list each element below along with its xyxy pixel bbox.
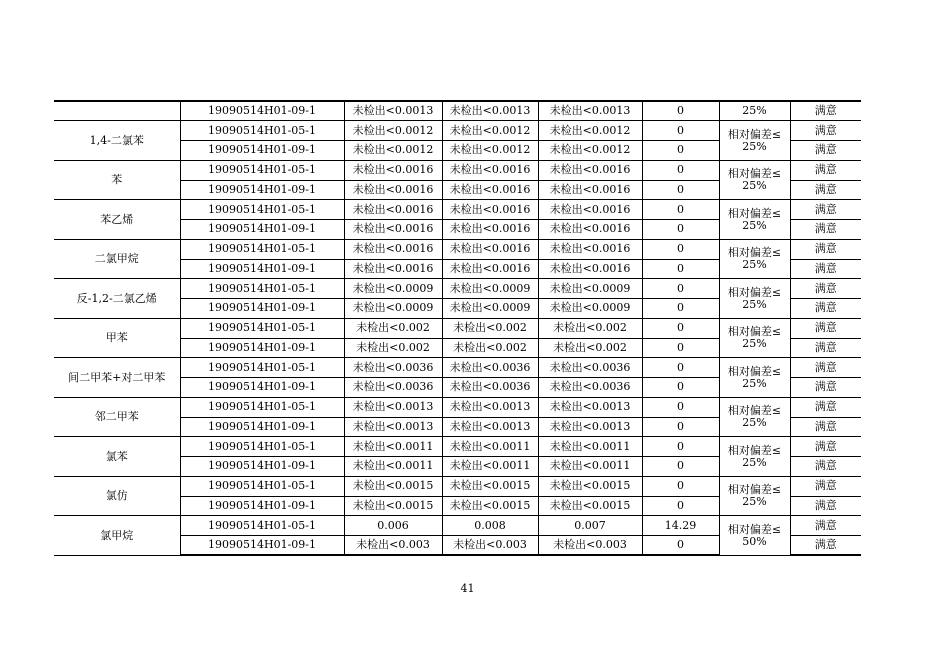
value-cell: 未检出<0.0016 (442, 239, 538, 259)
criterion-cell (719, 397, 790, 437)
results-table (54, 100, 861, 556)
result-cell: 满意 (790, 279, 861, 299)
relative-deviation-cell: 0 (642, 180, 719, 200)
table-row (54, 358, 861, 378)
criterion-label: 相对偏差≤ (727, 325, 782, 338)
result-cell: 满意 (790, 121, 861, 141)
compound-cell: 二氯甲烷 (54, 239, 180, 279)
value-cell: 未检出<0.0016 (344, 239, 442, 259)
relative-deviation-cell: 0 (642, 200, 719, 220)
value-cell: 未检出<0.0015 (442, 496, 538, 516)
sample-id-cell: 19090514H01-09-1 (180, 180, 344, 200)
compound-cell: 甲苯 (54, 318, 180, 358)
relative-deviation-cell: 0 (642, 101, 719, 121)
compound-cell: 氯仿 (54, 476, 180, 516)
value-cell: 未检出<0.002 (538, 338, 642, 358)
sample-id-cell: 19090514H01-09-1 (180, 417, 344, 437)
criterion-cell (719, 516, 790, 556)
value-cell: 未检出<0.0015 (538, 476, 642, 496)
relative-deviation-cell: 0 (642, 457, 719, 477)
result-cell: 满意 (790, 536, 861, 556)
result-cell: 满意 (790, 239, 861, 259)
sample-id-cell: 19090514H01-09-1 (180, 220, 344, 240)
value-cell: 未检出<0.0013 (442, 417, 538, 437)
value-cell: 未检出<0.0016 (442, 259, 538, 279)
value-cell: 未检出<0.0012 (442, 121, 538, 141)
result-cell: 满意 (790, 417, 861, 437)
criterion-label: 相对偏差≤ (727, 246, 782, 259)
relative-deviation-cell: 0 (642, 121, 719, 141)
relative-deviation-cell: 0 (642, 437, 719, 457)
table-row (54, 437, 861, 457)
value-cell: 未检出<0.0013 (538, 397, 642, 417)
value-cell: 未检出<0.0015 (538, 496, 642, 516)
result-cell: 满意 (790, 160, 861, 180)
value-cell: 未检出<0.0016 (442, 220, 538, 240)
value-cell: 未检出<0.0011 (538, 457, 642, 477)
table-row (54, 160, 861, 180)
criterion-threshold: 25% (742, 416, 767, 429)
table-row (54, 318, 861, 338)
criterion-label: 相对偏差≤ (727, 206, 782, 220)
sample-id-cell: 19090514H01-09-1 (180, 496, 344, 516)
value-cell: 未检出<0.0009 (538, 299, 642, 319)
criterion-threshold: 25% (742, 179, 767, 192)
value-cell: 未检出<0.0016 (538, 220, 642, 240)
result-cell: 满意 (790, 200, 861, 220)
value-cell: 未检出<0.002 (442, 338, 538, 358)
sample-id-cell: 19090514H01-05-1 (180, 279, 344, 299)
criterion-threshold: 25% (742, 258, 767, 271)
result-cell: 满意 (790, 299, 861, 319)
value-cell: 未检出<0.0013 (344, 397, 442, 417)
value-cell: 0.007 (538, 516, 642, 536)
value-cell: 未检出<0.0011 (442, 437, 538, 457)
criterion-label: 相对偏差≤ (727, 127, 782, 141)
value-cell: 未检出<0.0012 (344, 121, 442, 141)
table-row (54, 121, 861, 141)
result-cell: 满意 (790, 476, 861, 496)
relative-deviation-cell: 0 (642, 160, 719, 180)
value-cell: 0.008 (442, 516, 538, 536)
relative-deviation-cell: 0 (642, 338, 719, 358)
value-cell: 未检出<0.0015 (344, 476, 442, 496)
result-cell: 满意 (790, 457, 861, 477)
result-cell: 满意 (790, 220, 861, 240)
value-cell: 未检出<0.0012 (442, 141, 538, 161)
value-cell: 未检出<0.0036 (344, 358, 442, 378)
result-cell: 满意 (790, 259, 861, 279)
value-cell: 未检出<0.0016 (538, 239, 642, 259)
criterion-cell (719, 279, 790, 319)
value-cell: 未检出<0.0009 (344, 299, 442, 319)
value-cell: 未检出<0.0015 (344, 496, 442, 516)
sample-id-cell: 19090514H01-09-1 (180, 457, 344, 477)
value-cell: 未检出<0.0011 (538, 437, 642, 457)
criterion-cell: 25% (719, 101, 790, 121)
value-cell: 0.006 (344, 516, 442, 536)
value-cell: 未检出<0.0011 (344, 457, 442, 477)
value-cell: 未检出<0.0013 (538, 417, 642, 437)
criterion-label: 相对偏差≤ (727, 443, 782, 457)
value-cell: 未检出<0.0016 (344, 259, 442, 279)
value-cell: 未检出<0.0016 (344, 180, 442, 200)
sample-id-cell: 19090514H01-09-1 (180, 299, 344, 319)
sample-id-cell: 19090514H01-05-1 (180, 358, 344, 378)
criterion-threshold: 25% (742, 495, 767, 508)
value-cell: 未检出<0.0013 (442, 397, 538, 417)
criterion-threshold: 25% (742, 337, 767, 350)
criterion-threshold: 25% (742, 297, 767, 311)
criterion-label: 相对偏差≤ (727, 364, 782, 378)
sample-id-cell: 19090514H01-09-1 (180, 338, 344, 358)
value-cell: 未检出<0.003 (538, 536, 642, 556)
compound-cell: 苯乙烯 (54, 200, 180, 240)
value-cell: 未检出<0.0016 (442, 160, 538, 180)
compound-cell: 1,4-二氯苯 (54, 121, 180, 161)
criterion-label: 相对偏差≤ (727, 483, 782, 496)
criterion-cell (719, 437, 790, 477)
value-cell: 未检出<0.0036 (442, 358, 538, 378)
sample-id-cell: 19090514H01-05-1 (180, 160, 344, 180)
value-cell: 未检出<0.0036 (442, 378, 538, 398)
relative-deviation-cell: 14.29 (642, 516, 719, 536)
compound-cell: 反-1,2-二氯乙烯 (54, 279, 180, 319)
value-cell: 未检出<0.002 (442, 318, 538, 338)
result-cell: 满意 (790, 397, 861, 417)
value-cell: 未检出<0.0013 (344, 417, 442, 437)
sample-id-cell: 19090514H01-05-1 (180, 397, 344, 417)
relative-deviation-cell: 0 (642, 358, 719, 378)
criterion-cell (719, 358, 790, 398)
compound-cell: 氯甲烷 (54, 516, 180, 556)
value-cell: 未检出<0.0012 (344, 141, 442, 161)
value-cell: 未检出<0.0016 (538, 180, 642, 200)
sample-id-cell: 19090514H01-05-1 (180, 476, 344, 496)
table-row (54, 516, 861, 536)
compound-cell: 间二甲苯+对二甲苯 (54, 358, 180, 398)
result-cell: 满意 (790, 378, 861, 398)
value-cell: 未检出<0.0009 (344, 279, 442, 299)
value-cell: 未检出<0.0012 (538, 141, 642, 161)
criterion-cell (719, 476, 790, 516)
sample-id-cell: 19090514H01-09-1 (180, 141, 344, 161)
sample-id-cell: 19090514H01-05-1 (180, 121, 344, 141)
result-cell: 满意 (790, 358, 861, 378)
criterion-threshold: 25% (742, 455, 767, 469)
relative-deviation-cell: 0 (642, 496, 719, 516)
sample-id-cell: 19090514H01-05-1 (180, 516, 344, 536)
compound-cell: 邻二甲苯 (54, 397, 180, 437)
table-row (54, 476, 861, 496)
value-cell: 未检出<0.002 (538, 318, 642, 338)
value-cell: 未检出<0.002 (344, 338, 442, 358)
value-cell: 未检出<0.0016 (442, 200, 538, 220)
relative-deviation-cell: 0 (642, 279, 719, 299)
criterion-threshold: 50% (742, 534, 767, 548)
result-cell: 满意 (790, 141, 861, 161)
sample-id-cell: 19090514H01-09-1 (180, 536, 344, 556)
criterion-label: 相对偏差≤ (727, 167, 782, 180)
relative-deviation-cell: 0 (642, 220, 719, 240)
result-cell: 满意 (790, 516, 861, 536)
value-cell: 未检出<0.0009 (442, 279, 538, 299)
value-cell: 未检出<0.0036 (344, 378, 442, 398)
criterion-cell (719, 200, 790, 240)
value-cell: 未检出<0.0016 (442, 180, 538, 200)
relative-deviation-cell: 0 (642, 378, 719, 398)
result-cell: 满意 (790, 338, 861, 358)
relative-deviation-cell: 0 (642, 417, 719, 437)
criterion-cell (719, 121, 790, 161)
value-cell: 未检出<0.0036 (538, 358, 642, 378)
criterion-threshold: 25% (742, 376, 767, 390)
relative-deviation-cell: 0 (642, 476, 719, 496)
table-row (54, 200, 861, 220)
relative-deviation-cell: 0 (642, 259, 719, 279)
criterion-label: 相对偏差≤ (727, 285, 782, 299)
criterion-label: 相对偏差≤ (727, 522, 782, 536)
criterion-threshold: 25% (742, 139, 767, 153)
sample-id-cell: 19090514H01-09-1 (180, 259, 344, 279)
result-cell: 满意 (790, 496, 861, 516)
value-cell: 未检出<0.0009 (538, 279, 642, 299)
value-cell: 未检出<0.0013 (344, 101, 442, 121)
value-cell: 未检出<0.0013 (538, 101, 642, 121)
compound-cell: 氯苯 (54, 437, 180, 477)
compound-cell (54, 101, 180, 121)
sample-id-cell: 19090514H01-09-1 (180, 101, 344, 121)
value-cell: 未检出<0.003 (442, 536, 538, 556)
value-cell: 未检出<0.0015 (442, 476, 538, 496)
value-cell: 未检出<0.0009 (442, 299, 538, 319)
relative-deviation-cell: 0 (642, 397, 719, 417)
value-cell: 未检出<0.0016 (344, 160, 442, 180)
compound-cell: 苯 (54, 160, 180, 200)
relative-deviation-cell: 0 (642, 318, 719, 338)
result-cell: 满意 (790, 101, 861, 121)
value-cell: 未检出<0.0016 (538, 200, 642, 220)
result-cell: 满意 (790, 318, 861, 338)
criterion-cell (719, 160, 790, 200)
table-row (54, 397, 861, 417)
table-row (54, 101, 861, 121)
table-row (54, 279, 861, 299)
sample-id-cell: 19090514H01-05-1 (180, 239, 344, 259)
value-cell: 未检出<0.0016 (538, 160, 642, 180)
relative-deviation-cell: 0 (642, 239, 719, 259)
value-cell: 未检出<0.0036 (538, 378, 642, 398)
value-cell: 未检出<0.0016 (344, 220, 442, 240)
value-cell: 未检出<0.0016 (538, 259, 642, 279)
relative-deviation-cell: 0 (642, 141, 719, 161)
value-cell: 未检出<0.0016 (344, 200, 442, 220)
page-number: 41 (460, 582, 475, 595)
value-cell: 未检出<0.003 (344, 536, 442, 556)
criterion-threshold: 25% (742, 218, 767, 232)
sample-id-cell: 19090514H01-05-1 (180, 437, 344, 457)
criterion-cell (719, 318, 790, 358)
value-cell: 未检出<0.002 (344, 318, 442, 338)
value-cell: 未检出<0.0012 (538, 121, 642, 141)
value-cell: 未检出<0.0011 (344, 437, 442, 457)
sample-id-cell: 19090514H01-09-1 (180, 378, 344, 398)
table-row (54, 239, 861, 259)
result-cell: 满意 (790, 437, 861, 457)
value-cell: 未检出<0.0013 (442, 101, 538, 121)
criterion-cell (719, 239, 790, 279)
result-cell: 满意 (790, 180, 861, 200)
sample-id-cell: 19090514H01-05-1 (180, 200, 344, 220)
relative-deviation-cell: 0 (642, 536, 719, 556)
sample-id-cell: 19090514H01-05-1 (180, 318, 344, 338)
value-cell: 未检出<0.0011 (442, 457, 538, 477)
relative-deviation-cell: 0 (642, 299, 719, 319)
criterion-label: 相对偏差≤ (727, 404, 782, 417)
